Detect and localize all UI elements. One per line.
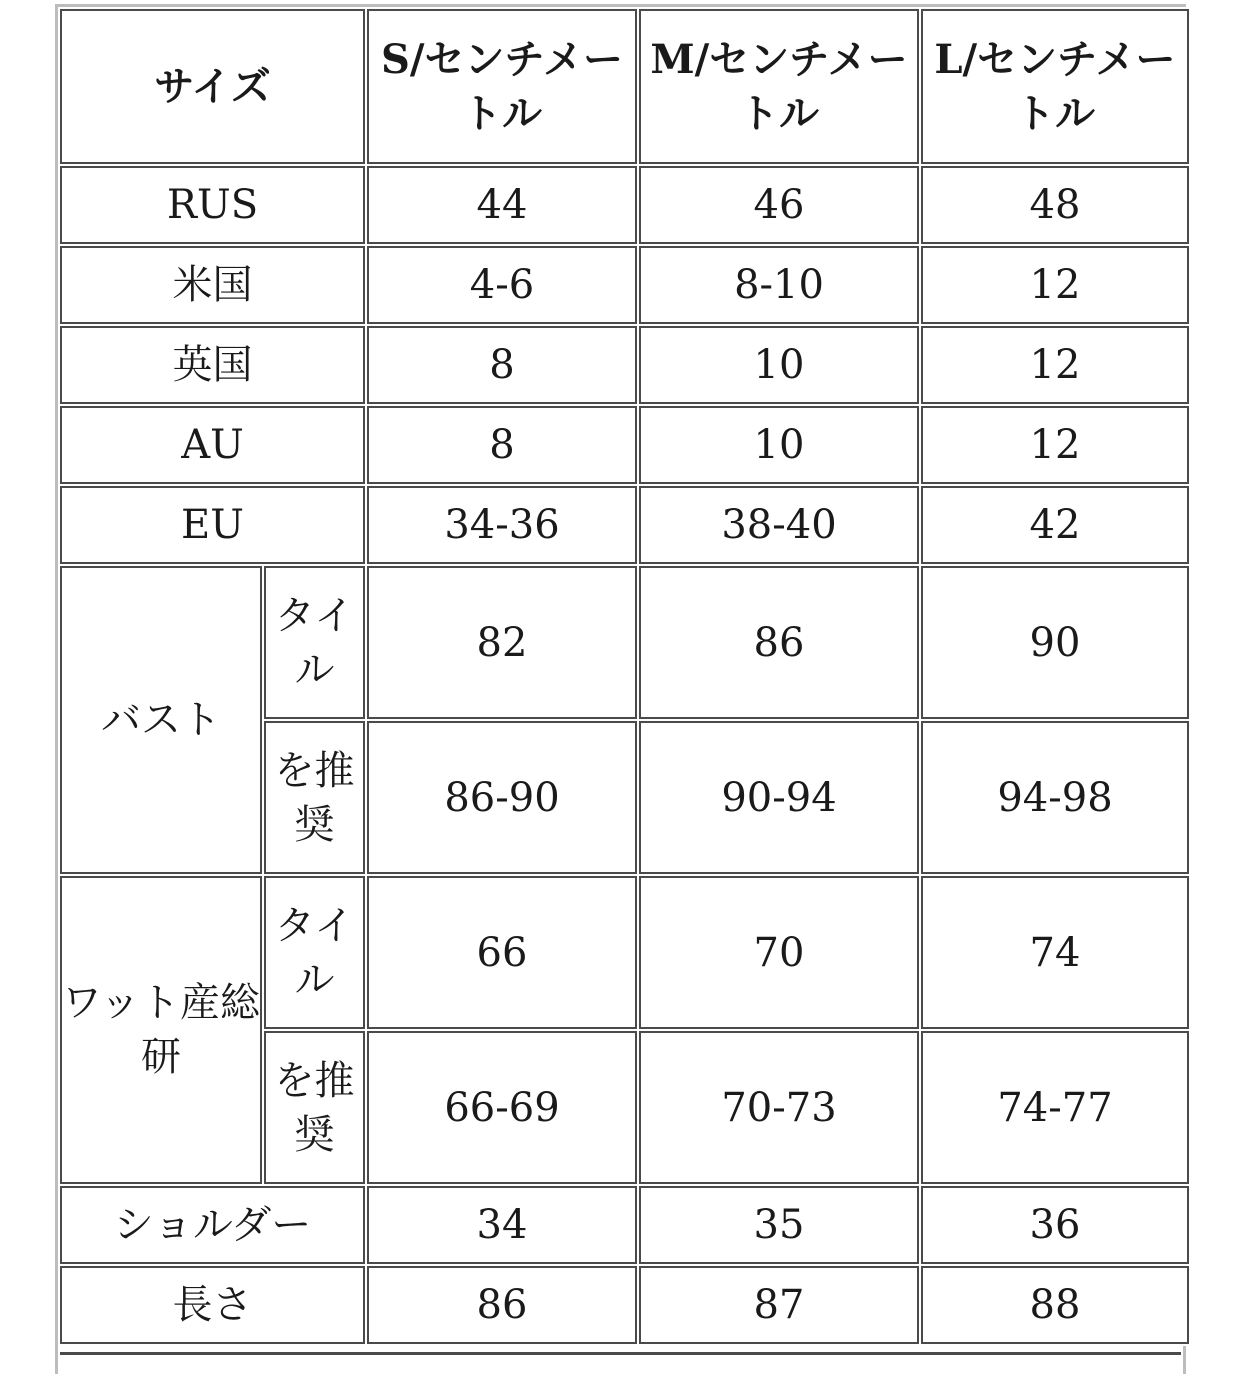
row-label: 英国 <box>60 326 365 404</box>
bust-group-label: バスト <box>60 566 262 874</box>
table-row-rus <box>60 166 1189 244</box>
cell-m: 70 <box>639 876 919 1029</box>
cell-l: 88 <box>921 1266 1189 1344</box>
sub-label: タイル <box>264 876 365 1029</box>
cell-l: 12 <box>921 326 1189 404</box>
cell-s: 4-6 <box>367 246 637 324</box>
cell-l: 12 <box>921 406 1189 484</box>
cell-s: 86-90 <box>367 721 637 874</box>
cell-s: 82 <box>367 566 637 719</box>
cell-m: 8-10 <box>639 246 919 324</box>
cell-m: 10 <box>639 406 919 484</box>
table-row-uk <box>60 326 1189 404</box>
cell-s: 86 <box>367 1266 637 1344</box>
size-chart-table <box>58 7 1191 1346</box>
sub-label: を推奨 <box>264 721 365 874</box>
cell-m: 38-40 <box>639 486 919 564</box>
row-label: 米国 <box>60 246 365 324</box>
cell-m: 90-94 <box>639 721 919 874</box>
row-label: 長さ <box>60 1266 365 1344</box>
sub-label: を推奨 <box>264 1031 365 1184</box>
cell-m: 10 <box>639 326 919 404</box>
header-row <box>60 9 1189 164</box>
table-row-length <box>60 1266 1189 1344</box>
cell-s: 34-36 <box>367 486 637 564</box>
table-row-au <box>60 406 1189 484</box>
size-chart-frame <box>55 4 1186 1374</box>
cell-l: 36 <box>921 1186 1189 1264</box>
column-header-m: M/センチメートル <box>639 9 919 164</box>
table-row-bust-tile <box>60 566 1189 719</box>
column-header-l: L/センチメートル <box>921 9 1189 164</box>
cell-l: 94-98 <box>921 721 1189 874</box>
row-label: AU <box>60 406 365 484</box>
table-row-us <box>60 246 1189 324</box>
column-header-s: S/センチメートル <box>367 9 637 164</box>
table-row-eu <box>60 486 1189 564</box>
row-label: RUS <box>60 166 365 244</box>
row-label: EU <box>60 486 365 564</box>
cell-l: 42 <box>921 486 1189 564</box>
cell-m: 46 <box>639 166 919 244</box>
cell-m: 87 <box>639 1266 919 1344</box>
cell-s: 34 <box>367 1186 637 1264</box>
cell-m: 35 <box>639 1186 919 1264</box>
cell-l: 74 <box>921 876 1189 1029</box>
cell-l: 74-77 <box>921 1031 1189 1184</box>
cell-s: 66-69 <box>367 1031 637 1184</box>
next-row-border <box>60 1352 1181 1355</box>
cell-m: 70-73 <box>639 1031 919 1184</box>
cell-s: 66 <box>367 876 637 1029</box>
table-row-waist-tile <box>60 876 1189 1029</box>
cell-s: 44 <box>367 166 637 244</box>
cell-s: 8 <box>367 326 637 404</box>
cell-m: 86 <box>639 566 919 719</box>
waist-group-label: ワット産総研 <box>60 876 262 1184</box>
cell-s: 8 <box>367 406 637 484</box>
sub-label: タイル <box>264 566 365 719</box>
cell-l: 90 <box>921 566 1189 719</box>
cell-l: 48 <box>921 166 1189 244</box>
table-row-shoulder <box>60 1186 1189 1264</box>
cell-l: 12 <box>921 246 1189 324</box>
row-label: ショルダー <box>60 1186 365 1264</box>
size-header-cell: サイズ <box>60 9 365 164</box>
